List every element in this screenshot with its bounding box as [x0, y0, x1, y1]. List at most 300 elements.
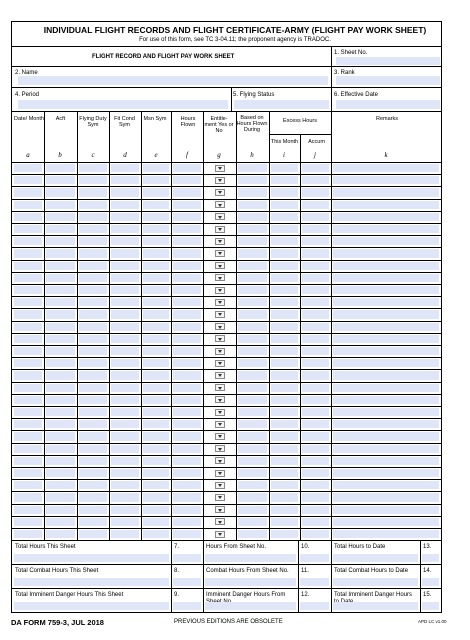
entitlement-dropdown[interactable] [215, 299, 225, 306]
table-cell[interactable] [79, 432, 107, 440]
table-cell[interactable] [333, 408, 439, 416]
table-cell[interactable] [143, 408, 169, 416]
table-cell[interactable] [46, 298, 75, 306]
table-cell[interactable] [333, 237, 439, 245]
table-cell[interactable] [302, 164, 329, 172]
table-cell[interactable] [173, 201, 201, 209]
table-cell[interactable] [46, 213, 75, 221]
table-cell[interactable] [302, 323, 329, 331]
table-cell[interactable] [46, 249, 75, 257]
table-cell[interactable] [302, 201, 329, 209]
table-cell[interactable] [173, 408, 201, 416]
table-cell[interactable] [302, 347, 329, 355]
table-cell[interactable] [79, 323, 107, 331]
entitlement-dropdown[interactable] [215, 482, 225, 489]
entitlement-dropdown[interactable] [215, 238, 225, 245]
table-cell[interactable] [14, 469, 42, 477]
table-cell[interactable] [14, 249, 42, 257]
entitlement-dropdown[interactable] [215, 287, 225, 294]
table-cell[interactable] [173, 481, 201, 489]
table-cell[interactable] [302, 213, 329, 221]
entitlement-dropdown[interactable] [215, 445, 225, 452]
to-date-field[interactable] [333, 602, 418, 610]
table-cell[interactable] [333, 445, 439, 453]
table-cell[interactable] [333, 347, 439, 355]
table-cell[interactable] [143, 188, 169, 196]
table-cell[interactable] [333, 396, 439, 404]
table-cell[interactable] [46, 493, 75, 501]
table-cell[interactable] [143, 347, 169, 355]
table-cell[interactable] [111, 481, 139, 489]
table-cell[interactable] [271, 249, 298, 257]
table-cell[interactable] [46, 164, 75, 172]
table-cell[interactable] [302, 371, 329, 379]
table-cell[interactable] [271, 445, 298, 453]
total-sheet-field[interactable] [14, 578, 169, 586]
table-cell[interactable] [143, 518, 169, 526]
table-cell[interactable] [333, 310, 439, 318]
table-cell[interactable] [143, 469, 169, 477]
table-cell[interactable] [143, 201, 169, 209]
table-cell[interactable] [333, 493, 439, 501]
table-cell[interactable] [238, 518, 267, 526]
table-cell[interactable] [271, 469, 298, 477]
from-sheet-field[interactable] [205, 602, 296, 610]
table-cell[interactable] [111, 384, 139, 392]
table-cell[interactable] [46, 237, 75, 245]
table-cell[interactable] [271, 286, 298, 294]
entitlement-dropdown[interactable] [215, 274, 225, 281]
entitlement-dropdown[interactable] [215, 384, 225, 391]
table-cell[interactable] [46, 469, 75, 477]
table-cell[interactable] [79, 420, 107, 428]
table-cell[interactable] [46, 530, 75, 538]
table-cell[interactable] [238, 384, 267, 392]
period-field[interactable] [18, 100, 228, 109]
table-cell[interactable] [143, 262, 169, 270]
table-cell[interactable] [111, 249, 139, 257]
table-cell[interactable] [238, 445, 267, 453]
table-cell[interactable] [333, 286, 439, 294]
table-cell[interactable] [14, 188, 42, 196]
table-cell[interactable] [173, 347, 201, 355]
table-cell[interactable] [238, 335, 267, 343]
table-cell[interactable] [302, 384, 329, 392]
table-cell[interactable] [14, 371, 42, 379]
table-cell[interactable] [79, 396, 107, 404]
table-cell[interactable] [143, 176, 169, 184]
table-cell[interactable] [79, 384, 107, 392]
table-cell[interactable] [79, 249, 107, 257]
table-cell[interactable] [173, 323, 201, 331]
table-cell[interactable] [302, 335, 329, 343]
table-cell[interactable] [173, 249, 201, 257]
table-cell[interactable] [143, 323, 169, 331]
table-cell[interactable] [302, 274, 329, 282]
table-cell[interactable] [143, 432, 169, 440]
table-cell[interactable] [271, 396, 298, 404]
table-cell[interactable] [333, 359, 439, 367]
entitlement-dropdown[interactable] [215, 201, 225, 208]
table-cell[interactable] [111, 506, 139, 514]
table-cell[interactable] [271, 225, 298, 233]
table-cell[interactable] [79, 408, 107, 416]
table-cell[interactable] [173, 164, 201, 172]
table-cell[interactable] [238, 506, 267, 514]
total-value-field[interactable] [300, 578, 329, 586]
table-cell[interactable] [173, 310, 201, 318]
table-cell[interactable] [111, 213, 139, 221]
table-cell[interactable] [111, 457, 139, 465]
table-cell[interactable] [238, 188, 267, 196]
table-cell[interactable] [143, 445, 169, 453]
table-cell[interactable] [173, 225, 201, 233]
table-cell[interactable] [111, 469, 139, 477]
table-cell[interactable] [302, 445, 329, 453]
table-cell[interactable] [111, 408, 139, 416]
entitlement-dropdown[interactable] [215, 250, 225, 257]
table-cell[interactable] [173, 176, 201, 184]
table-cell[interactable] [79, 445, 107, 453]
table-cell[interactable] [111, 396, 139, 404]
table-cell[interactable] [14, 420, 42, 428]
entitlement-dropdown[interactable] [215, 531, 225, 538]
table-cell[interactable] [143, 384, 169, 392]
entitlement-dropdown[interactable] [215, 409, 225, 416]
table-cell[interactable] [333, 457, 439, 465]
total-sheet-field[interactable] [14, 602, 169, 610]
table-cell[interactable] [14, 213, 42, 221]
table-cell[interactable] [238, 347, 267, 355]
table-cell[interactable] [14, 274, 42, 282]
entitlement-dropdown[interactable] [215, 506, 225, 513]
table-cell[interactable] [46, 262, 75, 270]
table-cell[interactable] [111, 371, 139, 379]
table-cell[interactable] [79, 298, 107, 306]
table-cell[interactable] [173, 457, 201, 465]
table-cell[interactable] [111, 530, 139, 538]
entitlement-dropdown[interactable] [215, 470, 225, 477]
table-cell[interactable] [79, 347, 107, 355]
table-cell[interactable] [111, 493, 139, 501]
table-cell[interactable] [14, 298, 42, 306]
table-cell[interactable] [238, 432, 267, 440]
table-cell[interactable] [79, 371, 107, 379]
table-cell[interactable] [302, 310, 329, 318]
from-sheet-field[interactable] [205, 578, 296, 586]
table-cell[interactable] [46, 225, 75, 233]
table-cell[interactable] [238, 457, 267, 465]
table-cell[interactable] [46, 445, 75, 453]
table-cell[interactable] [143, 225, 169, 233]
table-cell[interactable] [14, 493, 42, 501]
table-cell[interactable] [46, 310, 75, 318]
table-cell[interactable] [302, 408, 329, 416]
table-cell[interactable] [302, 420, 329, 428]
table-cell[interactable] [173, 530, 201, 538]
table-cell[interactable] [143, 420, 169, 428]
table-cell[interactable] [46, 286, 75, 294]
table-cell[interactable] [271, 310, 298, 318]
table-cell[interactable] [111, 518, 139, 526]
table-cell[interactable] [271, 493, 298, 501]
table-cell[interactable] [173, 396, 201, 404]
table-cell[interactable] [173, 298, 201, 306]
table-cell[interactable] [271, 188, 298, 196]
entitlement-dropdown[interactable] [215, 457, 225, 464]
table-cell[interactable] [79, 188, 107, 196]
table-cell[interactable] [46, 481, 75, 489]
table-cell[interactable] [238, 262, 267, 270]
table-cell[interactable] [46, 457, 75, 465]
entitlement-dropdown[interactable] [215, 189, 225, 196]
table-cell[interactable] [111, 323, 139, 331]
table-cell[interactable] [173, 518, 201, 526]
table-cell[interactable] [46, 201, 75, 209]
table-cell[interactable] [238, 237, 267, 245]
table-cell[interactable] [333, 176, 439, 184]
table-cell[interactable] [14, 286, 42, 294]
entitlement-dropdown[interactable] [215, 518, 225, 525]
table-cell[interactable] [173, 384, 201, 392]
entitlement-dropdown[interactable] [215, 360, 225, 367]
table-cell[interactable] [271, 237, 298, 245]
effective-date-field[interactable] [336, 100, 440, 109]
table-cell[interactable] [271, 164, 298, 172]
table-cell[interactable] [333, 164, 439, 172]
table-cell[interactable] [173, 359, 201, 367]
table-cell[interactable] [46, 335, 75, 343]
table-cell[interactable] [302, 457, 329, 465]
table-cell[interactable] [14, 384, 42, 392]
table-cell[interactable] [333, 225, 439, 233]
table-cell[interactable] [333, 506, 439, 514]
table-cell[interactable] [271, 432, 298, 440]
table-cell[interactable] [46, 518, 75, 526]
table-cell[interactable] [173, 420, 201, 428]
table-cell[interactable] [14, 323, 42, 331]
table-cell[interactable] [333, 469, 439, 477]
table-cell[interactable] [143, 481, 169, 489]
table-cell[interactable] [46, 432, 75, 440]
table-cell[interactable] [46, 176, 75, 184]
table-cell[interactable] [238, 274, 267, 282]
table-cell[interactable] [173, 213, 201, 221]
table-cell[interactable] [14, 176, 42, 184]
entitlement-dropdown[interactable] [215, 494, 225, 501]
table-cell[interactable] [111, 262, 139, 270]
table-cell[interactable] [111, 237, 139, 245]
table-cell[interactable] [271, 481, 298, 489]
table-cell[interactable] [173, 493, 201, 501]
table-cell[interactable] [271, 359, 298, 367]
table-cell[interactable] [238, 420, 267, 428]
table-cell[interactable] [143, 506, 169, 514]
table-cell[interactable] [14, 432, 42, 440]
entitlement-dropdown[interactable] [215, 335, 225, 342]
table-cell[interactable] [333, 262, 439, 270]
table-cell[interactable] [271, 347, 298, 355]
table-cell[interactable] [238, 530, 267, 538]
table-cell[interactable] [111, 176, 139, 184]
table-cell[interactable] [79, 493, 107, 501]
table-cell[interactable] [14, 481, 42, 489]
table-cell[interactable] [271, 274, 298, 282]
table-cell[interactable] [302, 493, 329, 501]
sheet-no-field[interactable] [336, 57, 440, 65]
table-cell[interactable] [14, 530, 42, 538]
table-cell[interactable] [302, 249, 329, 257]
table-cell[interactable] [14, 506, 42, 514]
table-cell[interactable] [271, 518, 298, 526]
table-cell[interactable] [238, 164, 267, 172]
table-cell[interactable] [111, 335, 139, 343]
table-cell[interactable] [302, 225, 329, 233]
table-cell[interactable] [46, 420, 75, 428]
table-cell[interactable] [333, 249, 439, 257]
table-cell[interactable] [333, 274, 439, 282]
entitlement-dropdown[interactable] [215, 348, 225, 355]
table-cell[interactable] [143, 371, 169, 379]
table-cell[interactable] [302, 188, 329, 196]
to-date-field[interactable] [333, 554, 418, 562]
entitlement-dropdown[interactable] [215, 433, 225, 440]
table-cell[interactable] [271, 176, 298, 184]
table-cell[interactable] [238, 249, 267, 257]
table-cell[interactable] [46, 347, 75, 355]
rank-field[interactable] [336, 76, 440, 85]
table-cell[interactable] [173, 335, 201, 343]
table-cell[interactable] [79, 274, 107, 282]
table-cell[interactable] [302, 359, 329, 367]
name-field[interactable] [18, 76, 328, 85]
table-cell[interactable] [238, 225, 267, 233]
table-cell[interactable] [46, 323, 75, 331]
table-cell[interactable] [333, 188, 439, 196]
table-cell[interactable] [143, 335, 169, 343]
table-cell[interactable] [271, 408, 298, 416]
table-cell[interactable] [271, 323, 298, 331]
entitlement-dropdown[interactable] [215, 226, 225, 233]
entitlement-dropdown[interactable] [215, 396, 225, 403]
table-cell[interactable] [333, 201, 439, 209]
table-cell[interactable] [333, 323, 439, 331]
table-cell[interactable] [271, 298, 298, 306]
table-cell[interactable] [333, 420, 439, 428]
table-cell[interactable] [111, 188, 139, 196]
table-cell[interactable] [111, 420, 139, 428]
table-cell[interactable] [14, 310, 42, 318]
table-cell[interactable] [302, 469, 329, 477]
table-cell[interactable] [143, 237, 169, 245]
table-cell[interactable] [333, 481, 439, 489]
table-cell[interactable] [333, 213, 439, 221]
table-cell[interactable] [14, 335, 42, 343]
table-cell[interactable] [79, 225, 107, 233]
table-cell[interactable] [79, 310, 107, 318]
table-cell[interactable] [14, 237, 42, 245]
total-value-field[interactable] [422, 554, 439, 562]
table-cell[interactable] [79, 286, 107, 294]
table-cell[interactable] [14, 518, 42, 526]
table-cell[interactable] [173, 469, 201, 477]
table-cell[interactable] [111, 445, 139, 453]
table-cell[interactable] [79, 335, 107, 343]
table-cell[interactable] [238, 493, 267, 501]
table-cell[interactable] [111, 432, 139, 440]
total-sheet-field[interactable] [14, 554, 169, 562]
total-value-field[interactable] [173, 602, 201, 610]
entitlement-dropdown[interactable] [215, 165, 225, 172]
entitlement-dropdown[interactable] [215, 372, 225, 379]
table-cell[interactable] [302, 481, 329, 489]
table-cell[interactable] [271, 201, 298, 209]
table-cell[interactable] [333, 530, 439, 538]
total-value-field[interactable] [422, 578, 439, 586]
table-cell[interactable] [271, 335, 298, 343]
table-cell[interactable] [111, 201, 139, 209]
entitlement-dropdown[interactable] [215, 311, 225, 318]
table-cell[interactable] [173, 237, 201, 245]
table-cell[interactable] [302, 262, 329, 270]
table-cell[interactable] [79, 530, 107, 538]
table-cell[interactable] [79, 237, 107, 245]
table-cell[interactable] [271, 457, 298, 465]
table-cell[interactable] [302, 286, 329, 294]
table-cell[interactable] [46, 359, 75, 367]
to-date-field[interactable] [333, 578, 418, 586]
table-cell[interactable] [143, 164, 169, 172]
table-cell[interactable] [173, 274, 201, 282]
table-cell[interactable] [46, 384, 75, 392]
table-cell[interactable] [79, 518, 107, 526]
table-cell[interactable] [143, 530, 169, 538]
table-cell[interactable] [143, 457, 169, 465]
table-cell[interactable] [173, 432, 201, 440]
table-cell[interactable] [173, 286, 201, 294]
table-cell[interactable] [238, 408, 267, 416]
table-cell[interactable] [79, 469, 107, 477]
table-cell[interactable] [14, 225, 42, 233]
from-sheet-field[interactable] [205, 554, 296, 562]
table-cell[interactable] [238, 176, 267, 184]
table-cell[interactable] [46, 274, 75, 282]
total-value-field[interactable] [300, 554, 329, 562]
table-cell[interactable] [271, 530, 298, 538]
table-cell[interactable] [238, 201, 267, 209]
table-cell[interactable] [143, 298, 169, 306]
table-cell[interactable] [333, 518, 439, 526]
total-value-field[interactable] [173, 578, 201, 586]
table-cell[interactable] [333, 432, 439, 440]
table-cell[interactable] [111, 286, 139, 294]
entitlement-dropdown[interactable] [215, 323, 225, 330]
entitlement-dropdown[interactable] [215, 177, 225, 184]
table-cell[interactable] [46, 408, 75, 416]
entitlement-dropdown[interactable] [215, 213, 225, 220]
table-cell[interactable] [14, 408, 42, 416]
table-cell[interactable] [238, 469, 267, 477]
table-cell[interactable] [302, 530, 329, 538]
table-cell[interactable] [143, 286, 169, 294]
table-cell[interactable] [173, 371, 201, 379]
table-cell[interactable] [79, 506, 107, 514]
table-cell[interactable] [143, 213, 169, 221]
table-cell[interactable] [143, 359, 169, 367]
table-cell[interactable] [271, 371, 298, 379]
table-cell[interactable] [302, 506, 329, 514]
table-cell[interactable] [143, 274, 169, 282]
